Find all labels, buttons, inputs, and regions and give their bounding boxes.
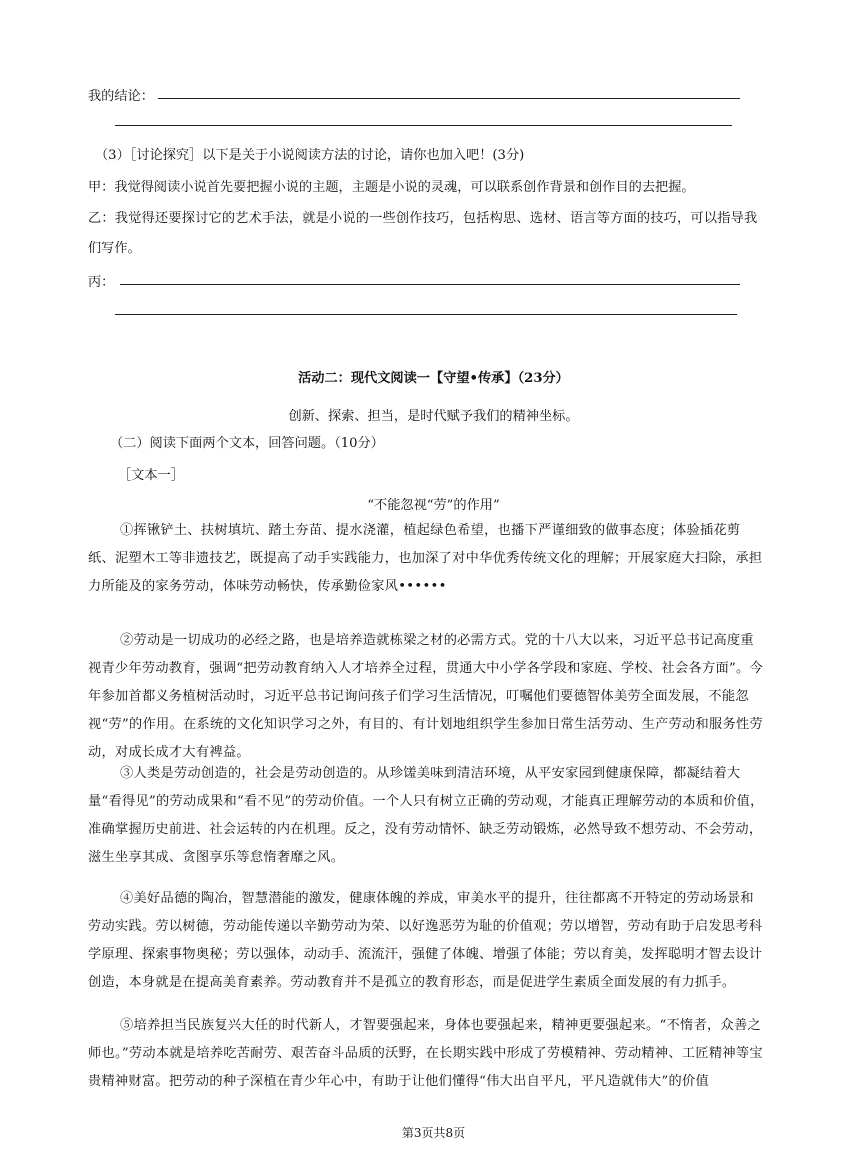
conclusion-label: 我的结论： [88,89,154,104]
discussion-yi-line2: 们写作。 [88,241,141,256]
page-footer: 第3页共8页 [401,1126,466,1140]
discussion-jia: 甲：我觉得阅读小说首先要把握小说的主题，主题是小说的灵魂，可以联系创作背景和创作目的去把握。 [88,180,695,195]
paragraph-2: ②劳动是一切成功的必经之路，也是培养造就栋梁之材的必需方式。党的十八大以来，习近平总书记高度重视青少年劳动教育，强调“把劳动教育纳入人才培养全过程，贯通大中小学各学段和家庭、学校、社会各方面”。今年参加首都义务植树活动时，习近平总书记询问孩子们学习生活情况，叮嘱他们要德智体美劳全面发展，不能忽视“劳”的作用。在系统的文化知识学习之外，有目的、有计划地组织学生参加日常生活劳动、生产劳动和服务性劳动，对成长成才大有裨益。 [88,633,763,760]
article-title: “不能忽视“劳”的作用” [367,498,500,513]
activity-subtitle: 创新、探索、担当，是时代赋予我们的精神坐标。 [288,409,579,424]
paragraph-4: ④美好品德的陶冶，智慧潜能的激发，健康体魄的养成，审美水平的提升，往往都离不开特定的劳动场景和劳动实践。劳以树德，劳动能传递以辛勤劳动为荣、以好逸恶劳为耻的价值观；劳以增智，劳动有助于启发思考科学原理、探索事物奥秘；劳以强体，动动手、流流汗，强健了体魄、增强了体能；劳以育美，发挥聪明才智去设计创造，本身就是在提高美育素养。劳动教育并不是孤立的教育形态，而是促进学生素质全面发展的有力抓手。 [88,891,763,990]
answer-line-bing-2[interactable] [115,314,737,315]
paragraph-5: ⑤培养担当民族复兴大任的时代新人，才智要强起来，身体也要强起来，精神更要强起来。“不惰者，众善之师也。”劳动本就是培养吃苦耐劳、艰苦奋斗品质的沃野，在长期实践中形成了劳模精神、劳动精神、工匠精神等宝贵精神财富。把劳动的种子深植在青少年心中，有助于让他们懂得“伟大出自平凡，平凡造就伟大”的价值 [88,1018,763,1089]
discussion-bing-label: 丙： [88,275,115,290]
paragraph-1: ①挥锹铲土、扶树填坑、踏土夯苗、提水浇灌，植起绿色希望，也播下严谨细致的做事态度；体验插花剪纸、泥塑木工等非遗技艺，既提高了动手实践能力，也加深了对中华优秀传统文化的理解；开展家庭大扫除，承担力所能及的家务劳动，体味劳动畅快，传承勤俭家风•••••• [88,523,763,594]
question-3-prompt: （3）［讨论探究］以下是关于小说阅读方法的讨论，请你也加入吧！(3分) [95,148,525,163]
answer-line-bing[interactable] [120,284,740,285]
section-instruction: （二）阅读下面两个文本，回答问题。（10分） [110,436,384,451]
paragraph-3: ③人类是劳动创造的，社会是劳动创造的。从珍馐美味到清洁环境，从平安家园到健康保障，都凝结着大量“看得见”的劳动成果和“看不见”的劳动价值。一个人只有树立正确的劳动观，才能真正理解劳动的本质和价值，准确掌握历史前进、社会运转的内在机理。反之，没有劳动情怀、缺乏劳动锻炼，必然导致不想劳动、不会劳动，滋生坐享其成、贪图享乐等怠惰奢靡之风。 [88,766,764,865]
text-one-label: ［文本一］ [118,468,184,483]
discussion-yi-line1: 乙：我觉得还要探讨它的艺术手法，就是小说的一些创作技巧，包括构思、选材、语言等方面的技巧，可以指导我 [88,211,758,226]
answer-line-conclusion[interactable] [158,98,740,99]
activity-title: 活动二：现代文阅读一【守望•传承】（23分） [298,371,569,386]
answer-line-conclusion-2[interactable] [115,125,732,126]
